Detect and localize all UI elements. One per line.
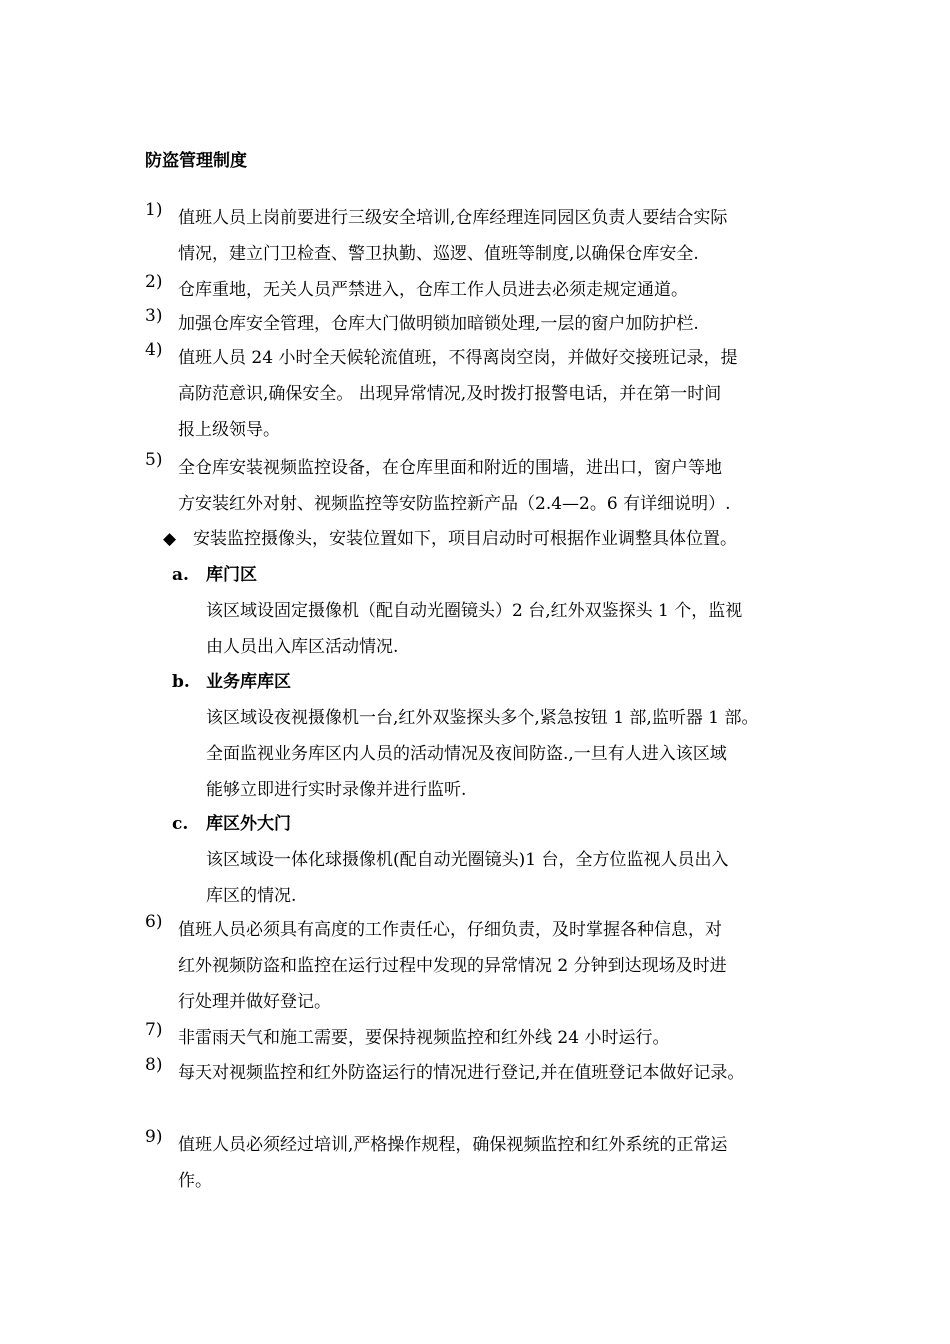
document-title: 防盗管理制度 xyxy=(145,151,247,171)
subsection-heading: 业务库库区 xyxy=(206,672,291,692)
item-line: 每天对视频监控和红外防盗运行的情况进行登记,并在值班登记本做好记录。 xyxy=(178,1063,745,1083)
subsection-b xyxy=(172,664,822,808)
list-item-8 xyxy=(145,1055,825,1091)
item-number: 2) xyxy=(145,272,163,292)
subsection-line: 能够立即进行实时录像并进行监听. xyxy=(206,780,467,800)
list-item-3 xyxy=(145,306,825,342)
item-number: 8) xyxy=(145,1055,163,1075)
subsection-line: 该区域设固定摄像机（配自动光圈镜头）2 台,红外双鉴探头 1 个，监视 xyxy=(206,601,743,621)
diamond-bullet-icon: ◆ xyxy=(163,529,177,549)
subsection-heading: 库区外大门 xyxy=(206,814,291,834)
item-line: 全仓库安装视频监控设备，在仓库里面和附近的围墙，进出口，窗户等地 xyxy=(178,458,722,478)
list-item-4 xyxy=(145,340,825,448)
list-item-1 xyxy=(145,200,825,272)
item-line: 方安装红外对射、视频监控等安防监控新产品（2.4—2。6 有详细说明）. xyxy=(178,494,731,514)
list-item-2 xyxy=(145,272,825,308)
subsection-line: 全面监视业务库区内人员的活动情况及夜间防盗.,一旦有人进入该区域 xyxy=(206,744,727,764)
subsection-letter: c. xyxy=(172,814,189,834)
item-number: 7) xyxy=(145,1020,163,1040)
item-line: 加强仓库安全管理，仓库大门做明锁加暗锁处理,一层的窗户加防护栏. xyxy=(178,314,699,334)
item-line: 值班人员必须经过培训,严格操作规程，确保视频监控和红外系统的正常运 xyxy=(178,1135,728,1155)
subsection-line: 库区的情况. xyxy=(206,886,297,906)
bullet-item xyxy=(163,521,813,557)
item-number: 6) xyxy=(145,912,163,932)
subsection-letter: b. xyxy=(172,672,190,692)
item-line: 仓库重地，无关人员严禁进入，仓库工作人员进去必须走规定通道。 xyxy=(178,280,688,300)
item-line: 情况，建立门卫检查、警卫执勤、巡逻、值班等制度,以确保仓库安全. xyxy=(178,244,699,264)
list-item-7 xyxy=(145,1020,825,1056)
item-line: 行处理并做好登记。 xyxy=(178,992,331,1012)
item-number: 4) xyxy=(145,340,163,360)
subsection-line: 该区域设夜视摄像机一台,红外双鉴探头多个,紧急按钮 1 部,监听器 1 部。 xyxy=(206,708,759,728)
item-number: 9) xyxy=(145,1127,163,1147)
bullet-text: 安装监控摄像头，安装位置如下，项目启动时可根据作业调整具体位置。 xyxy=(193,529,737,549)
list-item-6 xyxy=(145,912,825,1020)
subsection-line: 该区域设一体化球摄像机(配自动光圈镜头)1 台，全方位监视人员出入 xyxy=(206,850,729,870)
subsection-line: 由人员出入库区活动情况. xyxy=(206,637,399,657)
list-item-9 xyxy=(145,1127,825,1199)
item-line: 值班人员上岗前要进行三级安全培训,仓库经理连同园区负责人要结合实际 xyxy=(178,208,728,228)
list-item-5 xyxy=(145,450,825,522)
item-line: 报上级领导。 xyxy=(178,420,280,440)
subsection-letter: a. xyxy=(172,565,189,585)
subsection-c xyxy=(172,806,822,914)
item-line: 值班人员必须具有高度的工作责任心，仔细负责，及时掌握各种信息，对 xyxy=(178,920,722,940)
item-number: 5) xyxy=(145,450,163,470)
item-line: 值班人员 24 小时全天候轮流值班，不得离岗空岗，并做好交接班记录，提 xyxy=(178,348,738,368)
item-line: 红外视频防盗和监控在运行过程中发现的异常情况 2 分钟到达现场及时进 xyxy=(178,956,727,976)
subsection-heading: 库门区 xyxy=(206,565,257,585)
item-number: 1) xyxy=(145,200,163,220)
item-number: 3) xyxy=(145,306,163,326)
item-line: 作。 xyxy=(178,1171,212,1191)
item-line: 高防范意识,确保安全。 出现异常情况,及时拨打报警电话，并在第一时间 xyxy=(178,384,722,404)
item-line: 非雷雨天气和施工需要，要保持视频监控和红外线 24 小时运行。 xyxy=(178,1028,670,1048)
subsection-a xyxy=(172,557,822,665)
